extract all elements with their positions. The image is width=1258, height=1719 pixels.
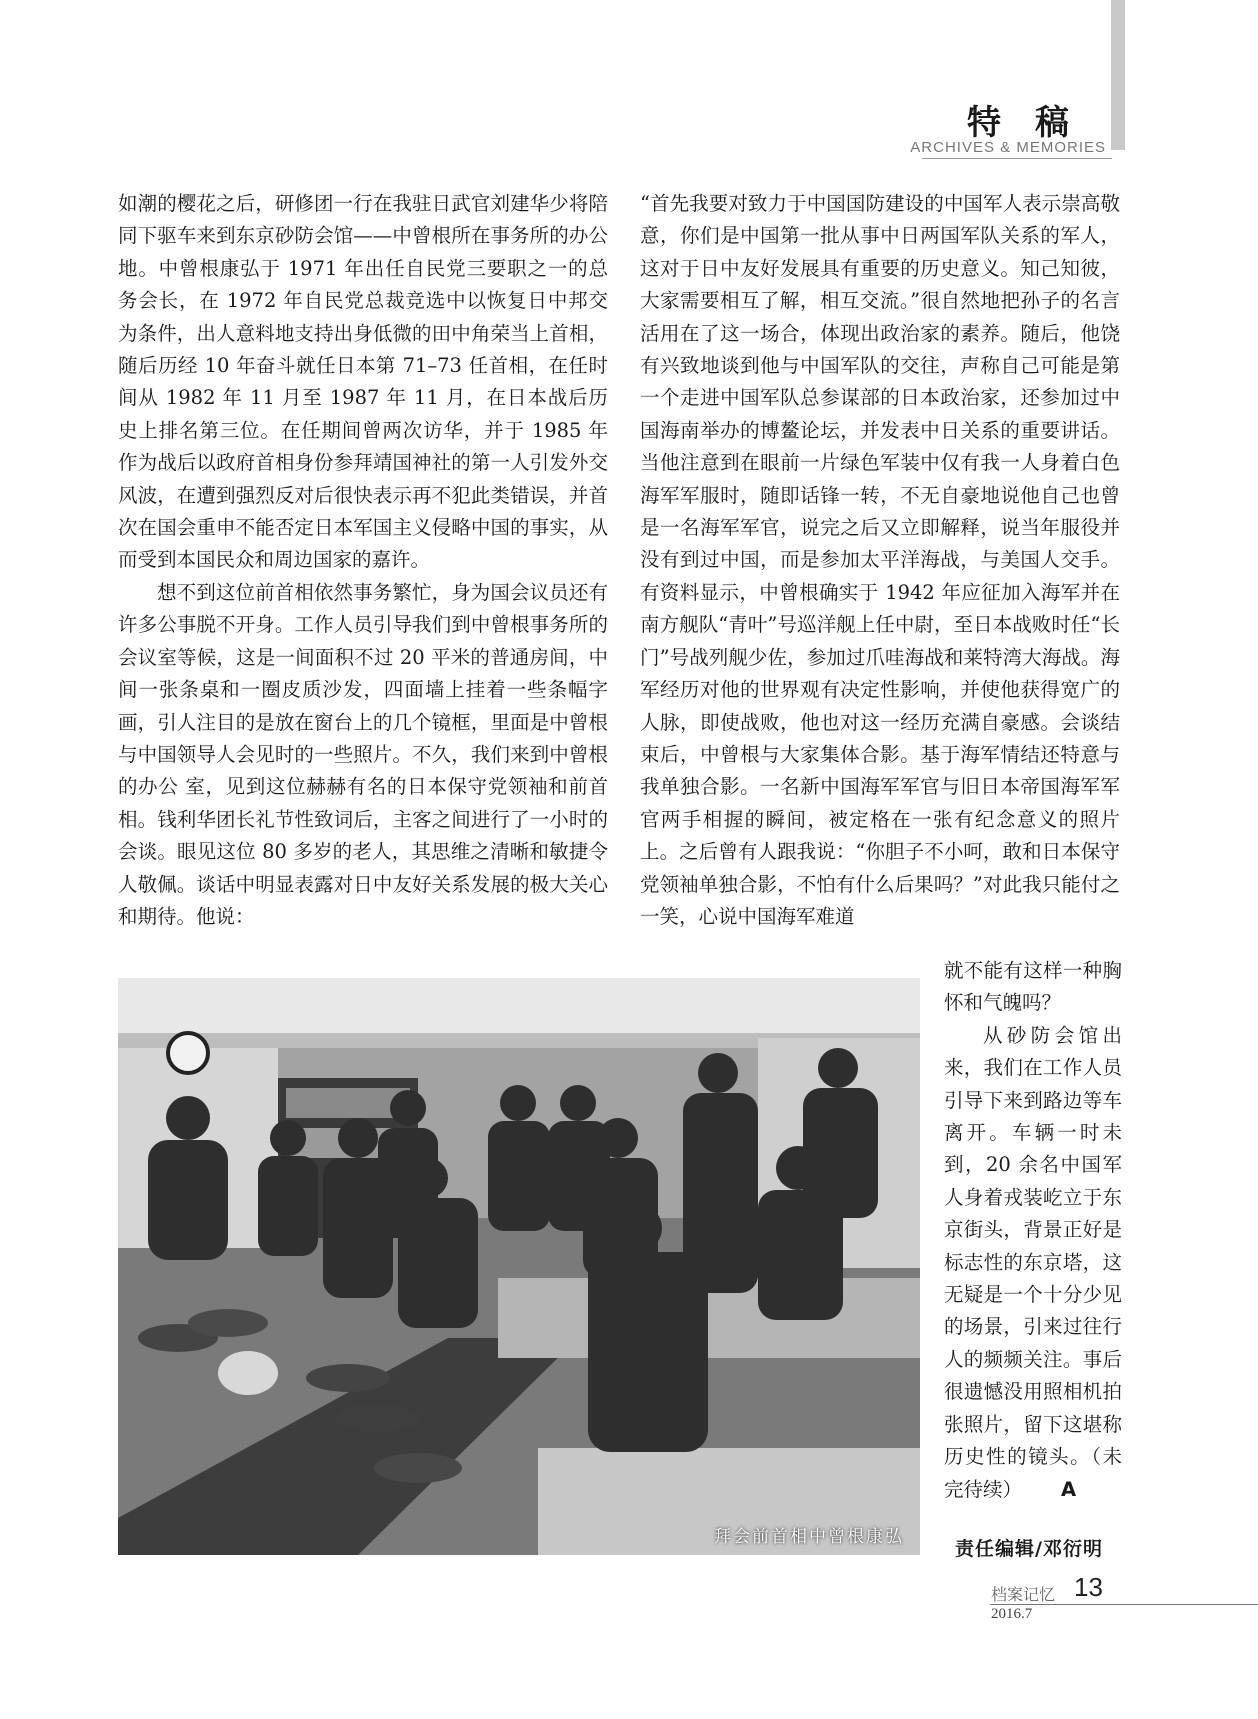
column-left xyxy=(118,188,608,933)
editor-credit: 责任编辑/邓衍明 xyxy=(955,1538,1103,1560)
paragraph: 如潮的樱花之后，研修团一行在我驻日武官刘建华少将陪同下驱车来到东京砂防会馆——中曾根所在事务所的办公地。中曾根康弘于 1971 年出任自民党三要职之一的总务会长，在 1972 年自民党总裁竞选中以恢复日中邦交为条件，出人意料地支持出身低微的田中角荣当上首相，随后历经 10 年奋斗就任日本第 71–73 任首相，在任时间从 1982 年 11 月至 1987 年 11 月，在日本战后历史上排名第三位。在任期间曾两次访华，并于 1985 年作为战后以政府首相身份参拜靖国神社的第一人引发外交风波，在遭到强烈反对后很快表示再不犯此类错误，并首次在国会重申不能否定日本军国主义侵略中国的事实，从而受到本国民众和周边国家的嘉许。 xyxy=(118,192,608,572)
paragraph: “首先我要对致力于中国国防建设的中国军人表示崇高敬意，你们是中国第一批从事中日两国军队关系的军人，这对于日中友好发展具有重要的历史意义。知己知彼，大家需要相互了解，相互交流。”很自然地把孙子的名言活用在了这一场合，体现出政治家的素养。随后，他饶有兴致地谈到他与中国军队的交往，声称自己可能是第一个走进中国军队总参谋部的日本政治家，还参加过中国海南举办的博鳌论坛，并发表中日关系的重要讲话。当他注意到在眼前一片绿色军装中仅有我一人身着白色海军军服时，随即话锋一转，不无自豪地说他自己也曾是一名海军军官，说完之后又立即解释，说当年服役并没有到过中国，而是参加太平洋海战，与美国人交手。有资料显示，中曾根确实于 1942 年应征加入海军并在南方舰队“青叶”号巡洋舰上任中尉，至日本战败时任“长门”号战列舰少佐，参加过爪哇海战和莱特湾大海战。海军经历对他的世界观有决定性影响，并使他获得宽广的人脉，即使战败，他也对这一经历充满自豪感。会谈结束后，中曾根与大家集体合影。基于海军情结还特意与我单独合影。一名新中国海军军官与旧日本帝国海军军官两手相握的瞬间，被定格在一张有纪念意义的照片上。之后曾有人跟我说：“你胆子不小呵，敢和日本保守党领袖单独合影，不怕有什么后果吗？”对此我只能付之一笑，心说中国海军难道 xyxy=(640,192,1120,928)
issue-date: 2016.7 xyxy=(991,1606,1033,1622)
header-rule xyxy=(922,158,1112,159)
paragraph: 想不到这位前首相依然事务繁忙，身为国会议员还有许多公事脱不开身。工作人员引导我们到中曾根事务所的会议室等候，这是一间面积不过 20 平米的普通房间，中间一张条桌和一圈皮质沙发，四面墙上挂着一些条幅字画，引人注目的是放在窗台上的几个镜框，里面是中曾根与中国领导人会见时的一些照片。不久，我们来到中曾根的办公 室，见到这位赫赫有名的日本保守党领袖和前首相。钱利华团长礼节性致词后，主客之间进行了一小时的会谈。眼见这位 80 多岁的老人，其思维之清晰和敏捷令人敬佩。谈话中明显表露对日中友好关系发展的极大关心和期待。他说： xyxy=(118,580,608,928)
footer-rule xyxy=(990,1604,1258,1605)
magazine-name: 档案记忆 xyxy=(991,1585,1056,1604)
section-title: 特稿 xyxy=(967,103,1103,143)
photo-caption: 拜会前首相中曾根康弘 xyxy=(714,1527,904,1547)
column-right xyxy=(640,188,1120,933)
photo-illustration xyxy=(118,978,920,1555)
meeting-photo xyxy=(118,978,920,1555)
end-mark-icon: A xyxy=(1061,1477,1077,1501)
page-number: 13 xyxy=(1074,1572,1103,1602)
paragraph-text: 从砂防会馆出来，我们在工作人员引导下来到路边等车离开。车辆一时未到，20 余名中国军人身着戎装屹立于东京街头，背景正好是标志性的东京塔，这无疑是一个十分少见的场景，引来过往行人的频频关注。事后很遗憾没用照相机拍张照片，留下这堪称历史性的镜头。（未完待续） xyxy=(944,1023,1122,1501)
column-narrow xyxy=(944,955,1122,1506)
paragraph xyxy=(944,1020,1122,1506)
paragraph: 就不能有这样一种胸怀和气魄吗？ xyxy=(944,959,1122,1015)
header-bar xyxy=(1111,0,1125,150)
section-subtitle: ARCHIVES & MEMORIES xyxy=(910,139,1106,156)
